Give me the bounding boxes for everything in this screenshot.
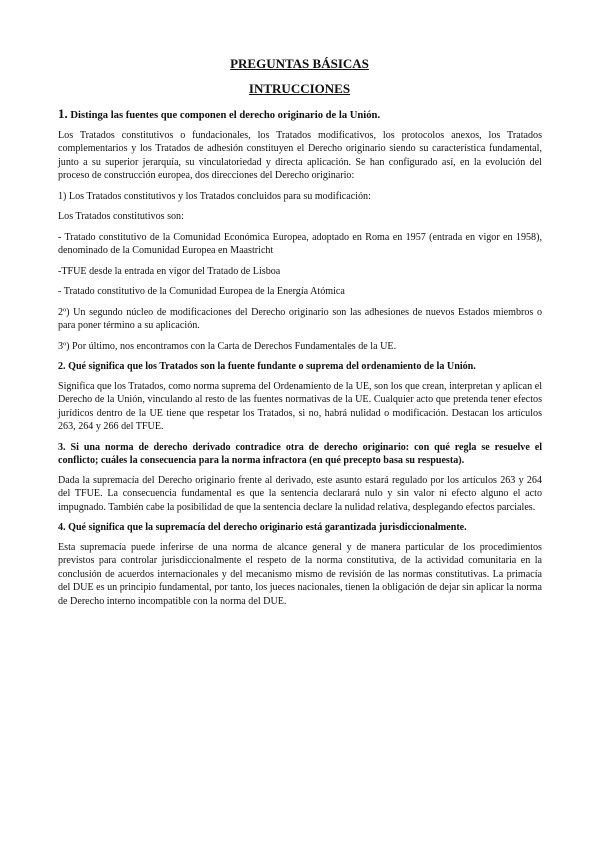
question-1-number: 1. xyxy=(58,106,68,121)
question-1-paragraph: Los Tratados constitutivos son: xyxy=(58,211,184,222)
question-2-paragraph: Significa que los Tratados, como norma suprema del Ordenamiento de la UE, son los que crean, interpretan y aplican el Derecho de la Unión, vinculando al resto de las fuentes normativas de la UE. Cualquier acto que pretenda tener efectos jurídicos dentro de la UE tiene que respetar los Tratados, si no, habrá nulidad o modificación. Destacan los artículos 263, 264 y 266 del TFUE. xyxy=(58,380,542,432)
question-1-list-item: - Tratado constitutivo de la Comunidad Europea de la Energía Atómica xyxy=(58,286,345,297)
page-title: PREGUNTAS BÁSICAS xyxy=(230,56,369,71)
document-body xyxy=(58,107,542,615)
question-1-list-item: - Tratado constitutivo de la Comunidad Económica Europea, adoptado en Roma en 1957 (entrada en vigor en 1958), denominado de la Comunidad Europea en Maastricht xyxy=(58,231,542,256)
question-3-paragraph: Dada la supremacía del Derecho originario frente al derivado, este asunto estará regulado por los artículos 263 y 264 del TFUE. La consecuencia fundamental es que la sentencia declarará nulo y sin valor ni efecto alguno el acto impugnado. También cabe la posibilidad de que la sentencia declare la nulidad relativa, desplegando efectos parciales. xyxy=(58,474,542,513)
question-4-heading: 4. Qué significa que la supremacía del derecho originario está garantizada jurisdiccionalmente. xyxy=(58,522,467,533)
question-1-paragraph: 2º) Un segundo núcleo de modificaciones del Derecho originario son las adhesiones de nuevos Estados miembros o para poner término a su aplicación. xyxy=(58,306,542,331)
question-1-heading-text: Distinga las fuentes que componen el derecho originario de la Unión. xyxy=(70,110,381,121)
question-1-paragraph: 1) Los Tratados constitutivos y los Tratados concluidos para su modificación: xyxy=(58,190,371,202)
question-1-heading xyxy=(58,107,542,123)
question-2-heading: 2. Qué significa que los Tratados son la fuente fundante o suprema del ordenamiento de la Unión. xyxy=(58,361,476,372)
question-3-heading: 3. Si una norma de derecho derivado contradice otra de derecho originario: con qué regla se resuelve el conflicto; cuáles la consecuencia para la norma infractora (en qué precepto basa su respuesta). xyxy=(58,441,542,466)
question-4-paragraph: Esta supremacía puede inferirse de una norma de alcance general y de manera particular de los procedimientos previstos para controlar jurisdiccionalmente el respeto de la norma constitutiva, de la actividad comunitaria en la conclusión de acuerdos internacionales y del mecanismo mismo de revisión de las normas constitutivas. La primacía del DUE es un principio fundamental, por tanto, los jueces nacionales, tienen la obligación de dejar sin aplicar la norma de Derecho interno incompatible con la norma del DUE. xyxy=(58,541,542,607)
page-subtitle: INTRUCCIONES xyxy=(248,81,351,96)
question-1-paragraph: Los Tratados constitutivos o fundacionales, los Tratados modificativos, los protocolos anexos, los Tratados complementarios y los Tratados de adhesión constituyen el Derecho originario siendo su característica fundamental, junto a su superior jerarquía, su vinculatoriedad y directa aplicación. Se han configurado así, en la evolución del proceso de construcción europea, dos direcciones del Derecho originario: xyxy=(58,129,542,181)
question-1-paragraph: 3º) Por último, nos encontramos con la Carta de Derechos Fundamentales de la UE. xyxy=(58,340,397,352)
question-1-list-item: -TFUE desde la entrada en vigor del Tratado de Lisboa xyxy=(58,265,281,277)
